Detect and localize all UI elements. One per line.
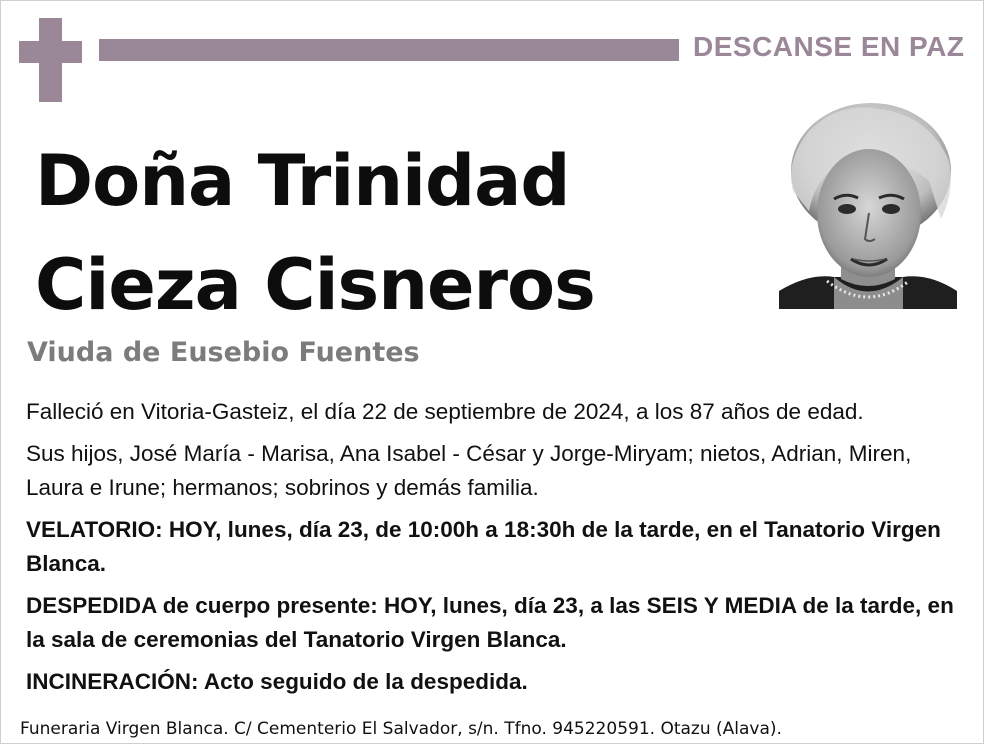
family-paragraph: Sus hijos, José María - Marisa, Ana Isabel - César y Jorge-Miryam; nietos, Adrian, Miren, Laura e Irune; hermanos; sobrinos y demás familia. <box>26 441 912 500</box>
cross-icon-bar <box>19 41 82 63</box>
velatorio-paragraph: VELATORIO: HOY, lunes, día 23, de 10:00h a 18:30h de la tarde, en el Tanatorio Virgen Blanca. <box>26 517 941 576</box>
deceased-name-line2: Cieza Cisneros <box>35 244 595 326</box>
deceased-name-line1: Doña Trinidad <box>35 140 570 222</box>
header-tagline: DESCANSE EN PAZ <box>693 31 965 62</box>
portrait-photo <box>779 101 957 309</box>
incineracion-paragraph: INCINERACIÓN: Acto seguido de la despedida. <box>26 669 528 694</box>
subtitle-widow: Viuda de Eusebio Fuentes <box>27 337 420 368</box>
portrait-illustration <box>779 101 957 309</box>
death-paragraph: Falleció en Vitoria-Gasteiz, el día 22 de septiembre de 2024, a los 87 años de edad. <box>26 399 864 424</box>
header-divider <box>99 39 679 61</box>
notice-body <box>26 395 956 707</box>
funeral-home-footer: Funeraria Virgen Blanca. C/ Cementerio El Salvador, s/n. Tfno. 945220591. Otazu (Alava). <box>20 719 782 739</box>
deceased-name <box>35 129 595 337</box>
despedida-paragraph: DESPEDIDA de cuerpo presente: HOY, lunes, día 23, a las SEIS Y MEDIA de la tarde, en la sala de ceremonias del Tanatorio Virgen Blanca. <box>26 593 954 652</box>
